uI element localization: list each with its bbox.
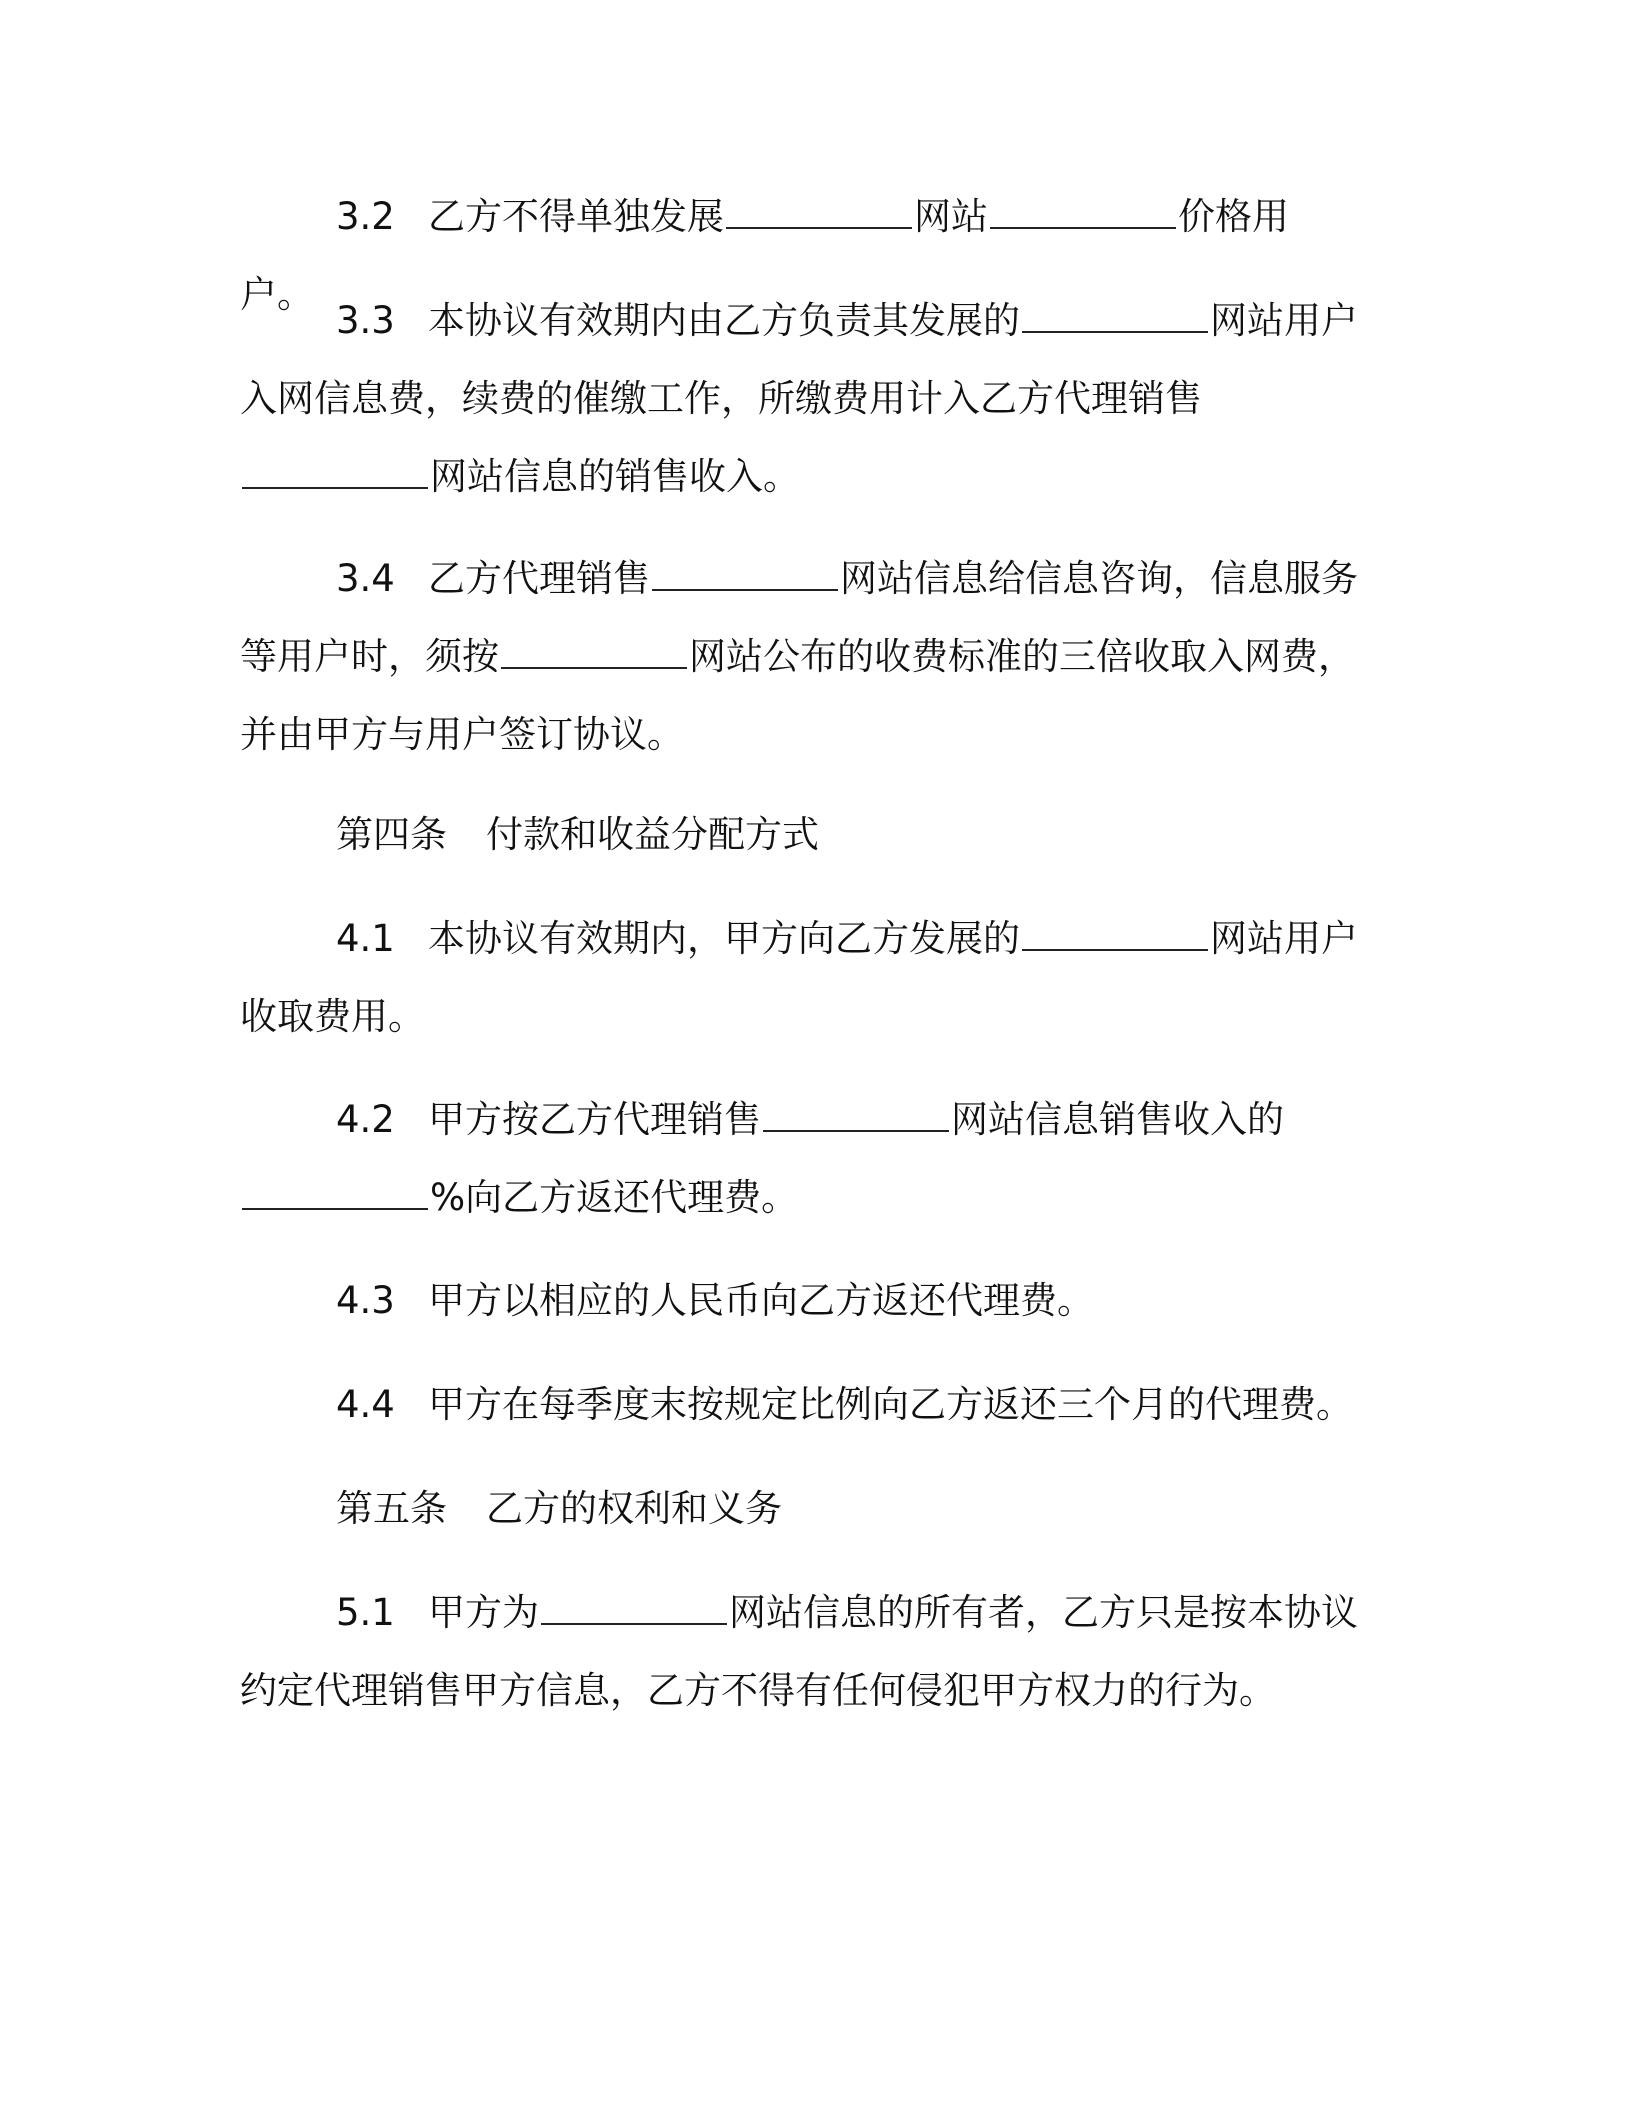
clause-4-4: [240, 1366, 1360, 1444]
fill-blank[interactable]: [1022, 919, 1208, 951]
clause-text: 甲方按乙方代理销售: [428, 1098, 761, 1141]
clause-text: 网站信息的销售收入。: [430, 455, 800, 498]
clause-4-1: [240, 900, 1360, 1056]
clause-text: 甲方为: [428, 1591, 539, 1634]
article-label: 第五条: [336, 1487, 447, 1530]
clause-text: %向乙方返还代理费。: [430, 1176, 799, 1219]
clause-text: 乙方代理销售: [428, 557, 650, 600]
article-4-heading: [240, 796, 1360, 874]
clause-4-2: [240, 1081, 1360, 1237]
clause-text: 价格用户。: [240, 195, 1289, 316]
clause-5-1: [240, 1574, 1360, 1730]
clause-text: 网站信息给信息咨询，信息服务等用户时，须按: [240, 557, 1358, 678]
clause-number: 4.1: [336, 917, 395, 960]
clause-text: 甲方以相应的人民币向乙方返还代理费。: [428, 1279, 1094, 1322]
clause-text: 本协议有效期内由乙方负责其发展的: [428, 299, 1020, 342]
clause-text: 网站公布的收费标准的三倍收取入网费，并由甲方与用户签订协议。: [240, 635, 1355, 756]
fill-blank[interactable]: [501, 637, 687, 669]
article-title: 付款和收益分配方式: [486, 813, 819, 856]
article-title: 乙方的权利和义务: [486, 1487, 782, 1530]
fill-blank[interactable]: [763, 1100, 949, 1132]
clause-text: 网站用户入网信息费，续费的催缴工作，所缴费用计入乙方代理销售: [240, 299, 1358, 420]
clause-number: 4.4: [336, 1383, 395, 1426]
clause-number: 3.2: [336, 195, 395, 238]
clause-number: 3.3: [336, 299, 395, 342]
fill-blank[interactable]: [1022, 301, 1208, 333]
clause-text: 网站: [914, 195, 988, 238]
fill-blank[interactable]: [242, 457, 428, 489]
fill-blank[interactable]: [541, 1593, 727, 1625]
clause-number: 4.2: [336, 1098, 395, 1141]
fill-blank[interactable]: [652, 559, 838, 591]
fill-blank[interactable]: [726, 197, 912, 229]
clause-text: 网站用户收取费用。: [240, 917, 1358, 1038]
clause-text: 网站信息的所有者，乙方只是按本协议约定代理销售甲方信息，乙方不得有任何侵犯甲方权力的行为。: [240, 1591, 1358, 1712]
clause-4-3: [240, 1262, 1360, 1340]
clause-text: 网站信息销售收入的: [951, 1098, 1284, 1141]
clause-text: 乙方不得单独发展: [428, 195, 724, 238]
clause-3-4: [240, 540, 1360, 774]
article-label: 第四条: [336, 813, 447, 856]
clause-text: 本协议有效期内，甲方向乙方发展的: [428, 917, 1020, 960]
clause-3-3: [240, 282, 1360, 516]
fill-blank[interactable]: [990, 197, 1176, 229]
clause-number: 5.1: [336, 1591, 395, 1634]
article-5-heading: [240, 1470, 1360, 1548]
clause-number: 4.3: [336, 1279, 395, 1322]
clause-text: 甲方在每季度末按规定比例向乙方返还三个月的代理费。: [428, 1383, 1353, 1426]
clause-number: 3.4: [336, 557, 395, 600]
fill-blank[interactable]: [242, 1178, 428, 1210]
